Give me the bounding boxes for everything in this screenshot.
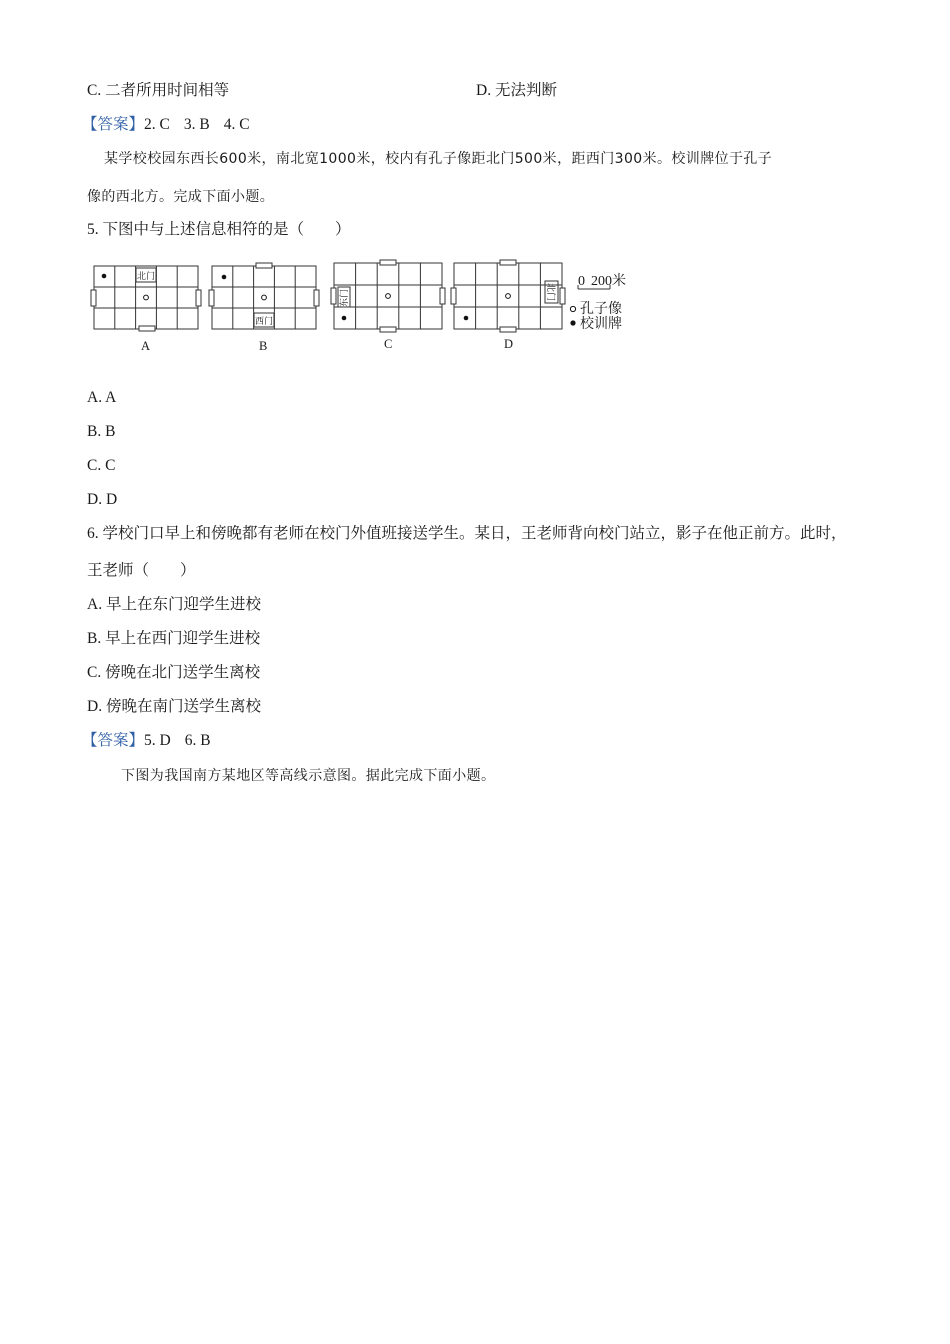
legend-statue-icon xyxy=(570,306,575,311)
map-b-gate-label: 西门 xyxy=(255,316,274,326)
q5-stem: 5. 下图中与上述信息相符的是（ ） xyxy=(87,221,351,238)
map-b-north-gate xyxy=(256,263,272,268)
answer-item: 2. C xyxy=(144,116,170,133)
map-b-east-gate xyxy=(314,290,319,306)
q5-option-b: B. B xyxy=(87,423,116,440)
q6-option-d: D. 傍晚在南门送学生离校 xyxy=(87,698,261,715)
q5-option-d: D. D xyxy=(87,491,118,508)
map-b-west-gate xyxy=(209,290,214,306)
passage-2-line-1: 下图为我国南方某地区等高线示意图。据此完成下面小题。 xyxy=(121,768,496,784)
map-a-gate-label: 北门 xyxy=(137,271,156,281)
map-d-north-gate xyxy=(500,260,516,265)
map-d-statue-marker xyxy=(506,294,511,299)
map-b-statue-marker xyxy=(262,295,267,300)
map-a-statue-marker xyxy=(144,295,149,300)
map-c-north-gate xyxy=(380,260,396,265)
q6-option-c: C. 傍晚在北门送学生离校 xyxy=(87,664,261,681)
answer-line-1 xyxy=(82,114,250,136)
q4-option-d: D. 无法判断 xyxy=(476,82,557,99)
map-a xyxy=(91,266,201,331)
map-b-label: B xyxy=(259,339,268,353)
map-c-sign-marker xyxy=(342,316,347,321)
q5-option-c: C. C xyxy=(87,457,116,474)
map-d-south-gate xyxy=(500,327,516,332)
map-c xyxy=(331,260,445,332)
answer-line-2 xyxy=(82,730,211,752)
map-d-gate-label: 北门 xyxy=(546,283,556,302)
map-c-statue-marker xyxy=(386,294,391,299)
answer-item: 4. C xyxy=(223,116,250,133)
map-d xyxy=(451,260,565,332)
answer-tag: 【答案】 xyxy=(82,732,145,749)
q6-option-a: A. 早上在东门迎学生进校 xyxy=(87,596,261,613)
campus-maps-figure xyxy=(86,256,646,360)
passage-1-line-1: 某学校校园东西长600米，南北宽1000米，校内有孔子像距北门500米，距西门300米。校训牌位于孔子 xyxy=(104,151,773,167)
q6-stem-line-2: 王老师（ ） xyxy=(87,562,196,579)
legend-sign-icon xyxy=(570,320,575,325)
legend xyxy=(570,300,622,332)
scale-zero: 0 xyxy=(578,274,585,289)
q5-option-a: A. A xyxy=(87,389,117,406)
map-d-label: D xyxy=(504,337,514,351)
answer-item: 3. B xyxy=(183,116,210,133)
scale-bar xyxy=(578,272,626,289)
map-c-label: C xyxy=(384,337,393,351)
q6-stem-line-1: 6. 学校门口早上和傍晚都有老师在校门外值班接送学生。某日，王老师背向校门站立，影子在他正前方。此时， xyxy=(87,525,847,542)
q6-option-b: B. 早上在西门迎学生进校 xyxy=(87,630,261,647)
map-c-gate-label: 东门 xyxy=(339,288,349,307)
map-d-sign-marker xyxy=(464,316,469,321)
map-a-label: A xyxy=(141,339,151,353)
q4-option-c: C. 二者所用时间相等 xyxy=(87,82,230,99)
map-a-west-gate xyxy=(91,290,96,306)
map-c-east-gate xyxy=(440,288,445,304)
answer-item: 5. D xyxy=(144,732,171,749)
map-d-west-gate xyxy=(451,288,456,304)
legend-sign-label: 校训牌 xyxy=(580,317,622,332)
map-c-south-gate xyxy=(380,327,396,332)
passage-1-line-2: 像的西北方。完成下面小题。 xyxy=(87,189,275,205)
map-a-south-gate xyxy=(139,326,155,331)
answer-item: 6. B xyxy=(184,732,211,749)
map-c-west-gate xyxy=(331,288,336,304)
answer-tag: 【答案】 xyxy=(82,116,145,133)
map-d-east-gate xyxy=(560,288,565,304)
map-a-east-gate xyxy=(196,290,201,306)
map-b-sign-marker xyxy=(222,275,227,280)
legend-statue-label: 孔子像 xyxy=(580,302,622,317)
scale-value: 200米 xyxy=(591,274,626,289)
map-a-sign-marker xyxy=(102,274,107,279)
map-b xyxy=(209,263,319,329)
